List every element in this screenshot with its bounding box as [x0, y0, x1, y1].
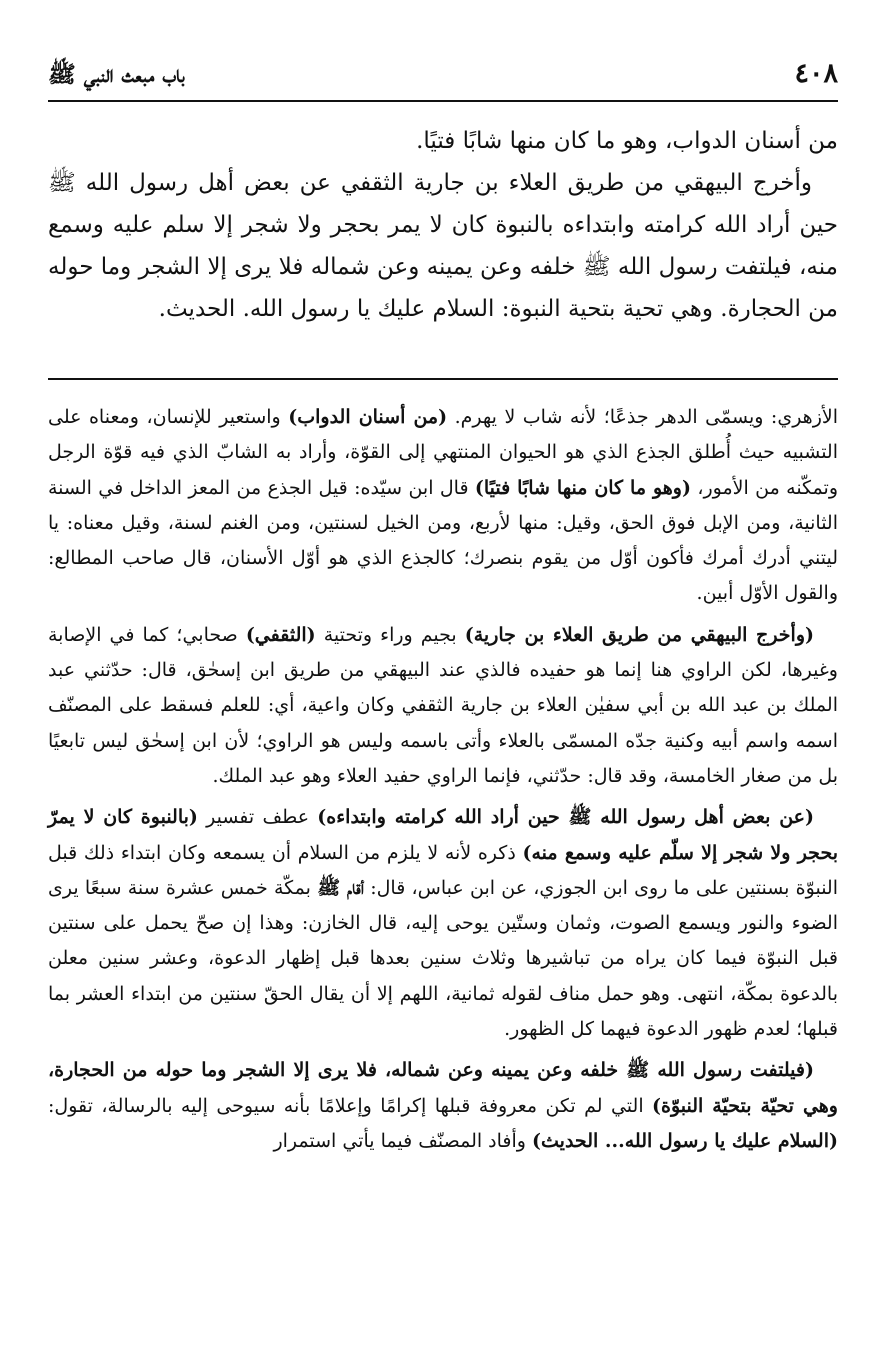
commentary-text: الأزهري: ويسمّى الدهر جذعًا؛ لأنه شاب لا يهرم.	[447, 406, 838, 428]
commentary-text: عطف تفسير	[197, 806, 318, 829]
quoted-lemma: أقام ﷺ	[317, 876, 364, 899]
main-text	[48, 120, 838, 330]
commentary-paragraph	[48, 400, 838, 612]
commentary-text: بمكّة خمس عشرة سنة سبعًا يرى الضوء والنور ويسمع الصوت، وثمان وستّين يوحى إليه، قال الخازن: وهذا إن صحّ يحمل على سنتين قبل النبوّة فيما كان يراه من تباشيرها وثلاث سنين بعدها قبل إظهار الدعوة، وعشر سنين معلن بالدعوة بمكّة، انتهى. وهو حمل مناف لقوله ثمانية، اللهم إلا أن يقال الحقّ سنتين من ابتداء العشر بما قبلها؛ لعدم ظهور الدعوة فيهما كل الظهور.	[48, 876, 838, 1041]
commentary-text: بجيم وراء وتحتية	[315, 623, 465, 646]
header-divider	[48, 100, 838, 102]
quoted-lemma: (وهو ما كان منها شابًا فتيًا)	[474, 476, 691, 499]
main-paragraph: من أسنان الدواب، وهو ما كان منها شابًا فتيًا.	[416, 128, 838, 154]
quoted-lemma: (وأخرج البيهقي من طريق العلاء بن جارية)	[464, 623, 814, 646]
main-paragraph: وأخرج البيهقي من طريق العلاء بن جارية الثقفي عن بعض أهل رسول الله ﷺ حين أراد الله كرامته وابتداءه بالنبوة كان لا يمر بحجر ولا شجر إلا سلم عليه وسمع منه، فيلتفت رسول الله ﷺ خلفه وعن يمينه وعن شماله فلا يرى إلا الشجر وما حوله من الحجارة. وهي تحية بتحية النبوة: السلام عليك يا رسول الله. الحديث.	[48, 170, 838, 322]
page-header	[48, 58, 838, 98]
commentary-text: واستعير للإنسان، ومعناه على التشبيه حيث أُطلق الجذع الذي هو الحيوان المنتهي إلى القوّة، وأراد به الشابّ الذي فيه قوّة الرجل وتمكّنه من الأمور،	[48, 406, 838, 499]
quoted-lemma: (عن بعض أهل رسول الله ﷺ حين أراد الله كرامته وابتداءه)	[317, 806, 814, 829]
quoted-lemma: (فيلتفت رسول الله ﷺ خلفه وعن يمينه وعن شماله، فلا يرى إلا الشجر وما حوله من الحجارة، وهي تحيّة بتحيّة النبوّة)	[48, 1059, 838, 1117]
commentary	[48, 400, 838, 1165]
commentary-paragraph	[48, 800, 838, 1047]
running-title: باب مبعث النبي ﷺ	[48, 61, 185, 88]
quoted-lemma: (بالنبوة كان لا يمرّ بحجر ولا شجر إلا سلّم عليه وسمع منه)	[48, 806, 838, 864]
commentary-text: قال ابن سيّده: قيل الجذع من المعز الداخل في السنة الثانية، ومن الإبل فوق الحق، وقيل: منها لأربع، ومن الخيل لسنتين، ومن الغنم لسنة، وقيل معناه: يا ليتني أدرك أمرك فأكون أوّل من يقوم بنصرك؛ كالجذع الذي هو أوّل الأسنان، قال صاحب المطالع: والقول الأوّل أبين.	[48, 476, 838, 605]
quoted-lemma: (الثقفي)	[245, 623, 316, 646]
commentary-text: صحابي؛ كما في الإصابة وغيرها، لكن الراوي هنا إنما هو حفيده فالذي عند البيهقي من طريق ابن إسحٰق، قال: حدّثني عبد الملك بن عبد الله بن أبي سفيٰن العلاء بن جارية الثقفي وكان واعية، أي: للعلم فسقط على المصنّف اسمه واسم أبيه وكنية جدّه المسمّى بالعلاء وأتى باسمه وليس هو الراوي؛ لأن ابن إسحٰق ليس تابعيًا بل من صغار الخامسة، وقد قال: حدّثني، فإنما الراوي حفيد العلاء وهو عبد الملك.	[48, 623, 838, 787]
commentary-text: ذكره لأنه لا يلزم من السلام أن يسمعه وكان ابتداء ذلك قبل النبوّة بسنتين على ما روى ابن الجوزي، عن ابن عباس، قال:	[48, 841, 838, 899]
commentary-divider	[48, 378, 838, 380]
quoted-lemma: (السلام عليك يا رسول الله... الحديث)	[532, 1129, 838, 1152]
quoted-lemma: (من أسنان الدواب)	[288, 406, 448, 428]
commentary-paragraph	[48, 618, 838, 794]
commentary-paragraph	[48, 1053, 838, 1159]
commentary-text: وأفاد المصنّف فيما يأتي استمرار	[273, 1129, 533, 1152]
page-number: ٤٠٨	[794, 58, 838, 89]
commentary-text: التي لم تكن معروفة قبلها إكرامًا وإعلامًا بأنه سيوحى إليه بالرسالة، تقول:	[48, 1094, 653, 1117]
